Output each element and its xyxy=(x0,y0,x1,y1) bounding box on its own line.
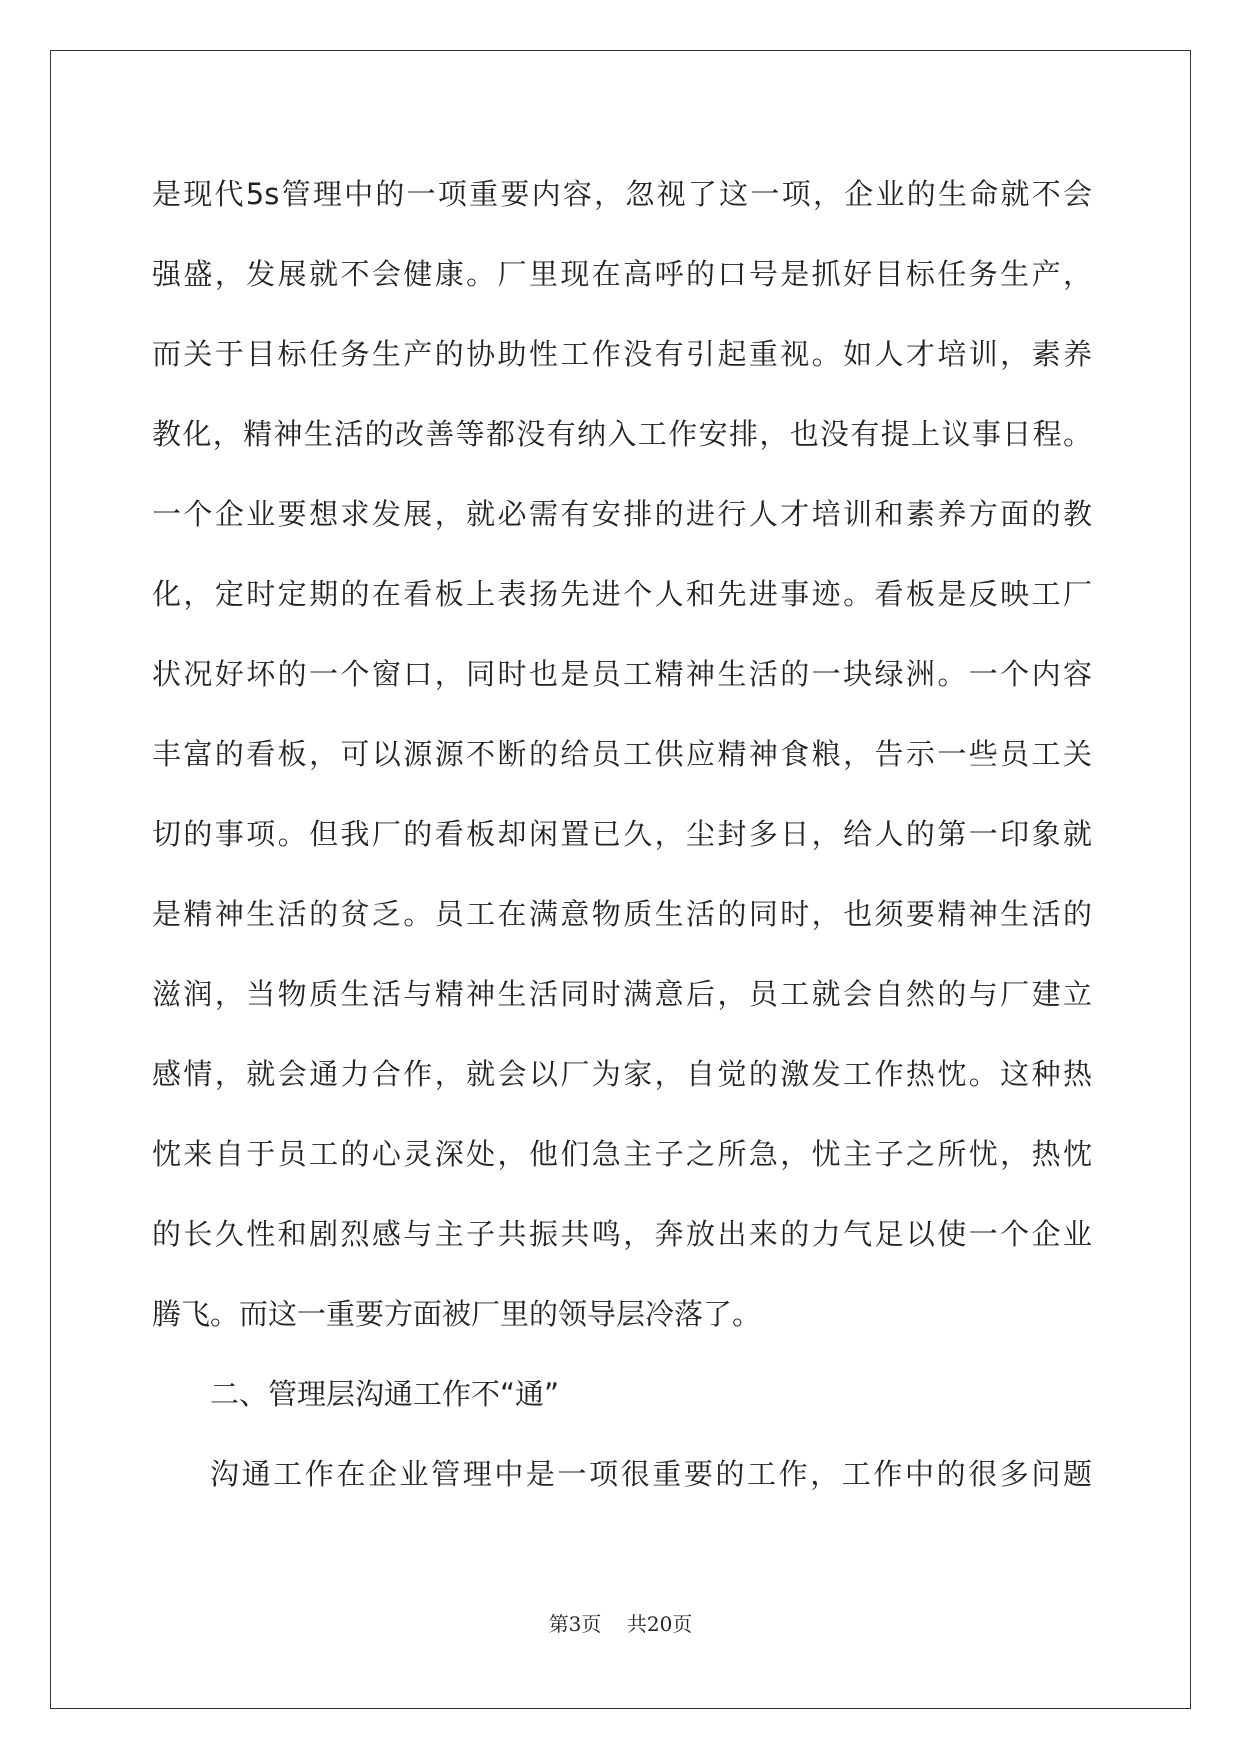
text-line: 是现代5s管理中的一项重要内容，忽视了这一项，企业的生命就不会 xyxy=(152,177,1092,211)
section-heading: 二、管理层沟通工作不“通” xyxy=(210,1377,560,1411)
text-line: 丰富的看板，可以源源不断的给员工供应精神食粮，告示一些员工关 xyxy=(152,737,1092,771)
page-number: 第3页 xyxy=(548,1612,602,1636)
text-line: 感情，就会通力合作，就会以厂为家，自觉的激发工作热忱。这种热 xyxy=(152,1057,1092,1091)
text-line: 强盛，发展就不会健康。厂里现在高呼的口号是抓好目标任务生产， xyxy=(152,257,1092,291)
text-line: 状况好坏的一个窗口，同时也是员工精神生活的一块绿洲。一个内容 xyxy=(152,657,1092,691)
text-line: 切的事项。但我厂的看板却闲置已久，尘封多日，给人的第一印象就 xyxy=(152,817,1092,851)
text-line: 是精神生活的贫乏。员工在满意物质生活的同时，也须要精神生活的 xyxy=(152,897,1092,931)
text-line: 而关于目标任务生产的协助性工作没有引起重视。如人才培训，素养 xyxy=(152,337,1092,371)
footer-separator xyxy=(601,1612,626,1636)
text-line: 腾飞。而这一重要方面被厂里的领导层冷落了。 xyxy=(152,1297,762,1331)
text-line: 忱来自于员工的心灵深处，他们急主子之所急，忧主子之所忧，热忱 xyxy=(152,1137,1092,1171)
document-body xyxy=(152,154,1092,1514)
page-total: 共20页 xyxy=(626,1612,693,1636)
text-line: 滋润，当物质生活与精神生活同时满意后，员工就会自然的与厂建立 xyxy=(152,977,1092,1011)
text-line: 的长久性和剧烈感与主子共振共鸣，奔放出来的力气足以使一个企业 xyxy=(152,1217,1092,1251)
page-footer xyxy=(0,1608,1241,1637)
text-line: 化，定时定期的在看板上表扬先进个人和先进事迹。看板是反映工厂 xyxy=(152,577,1092,611)
text-line: 沟通工作在企业管理中是一项很重要的工作，工作中的很多问题 xyxy=(210,1457,1092,1491)
text-line: 教化，精神生活的改善等都没有纳入工作安排，也没有提上议事日程。 xyxy=(152,417,1092,451)
text-line: 一个企业要想求发展，就必需有安排的进行人才培训和素养方面的教 xyxy=(152,497,1092,531)
